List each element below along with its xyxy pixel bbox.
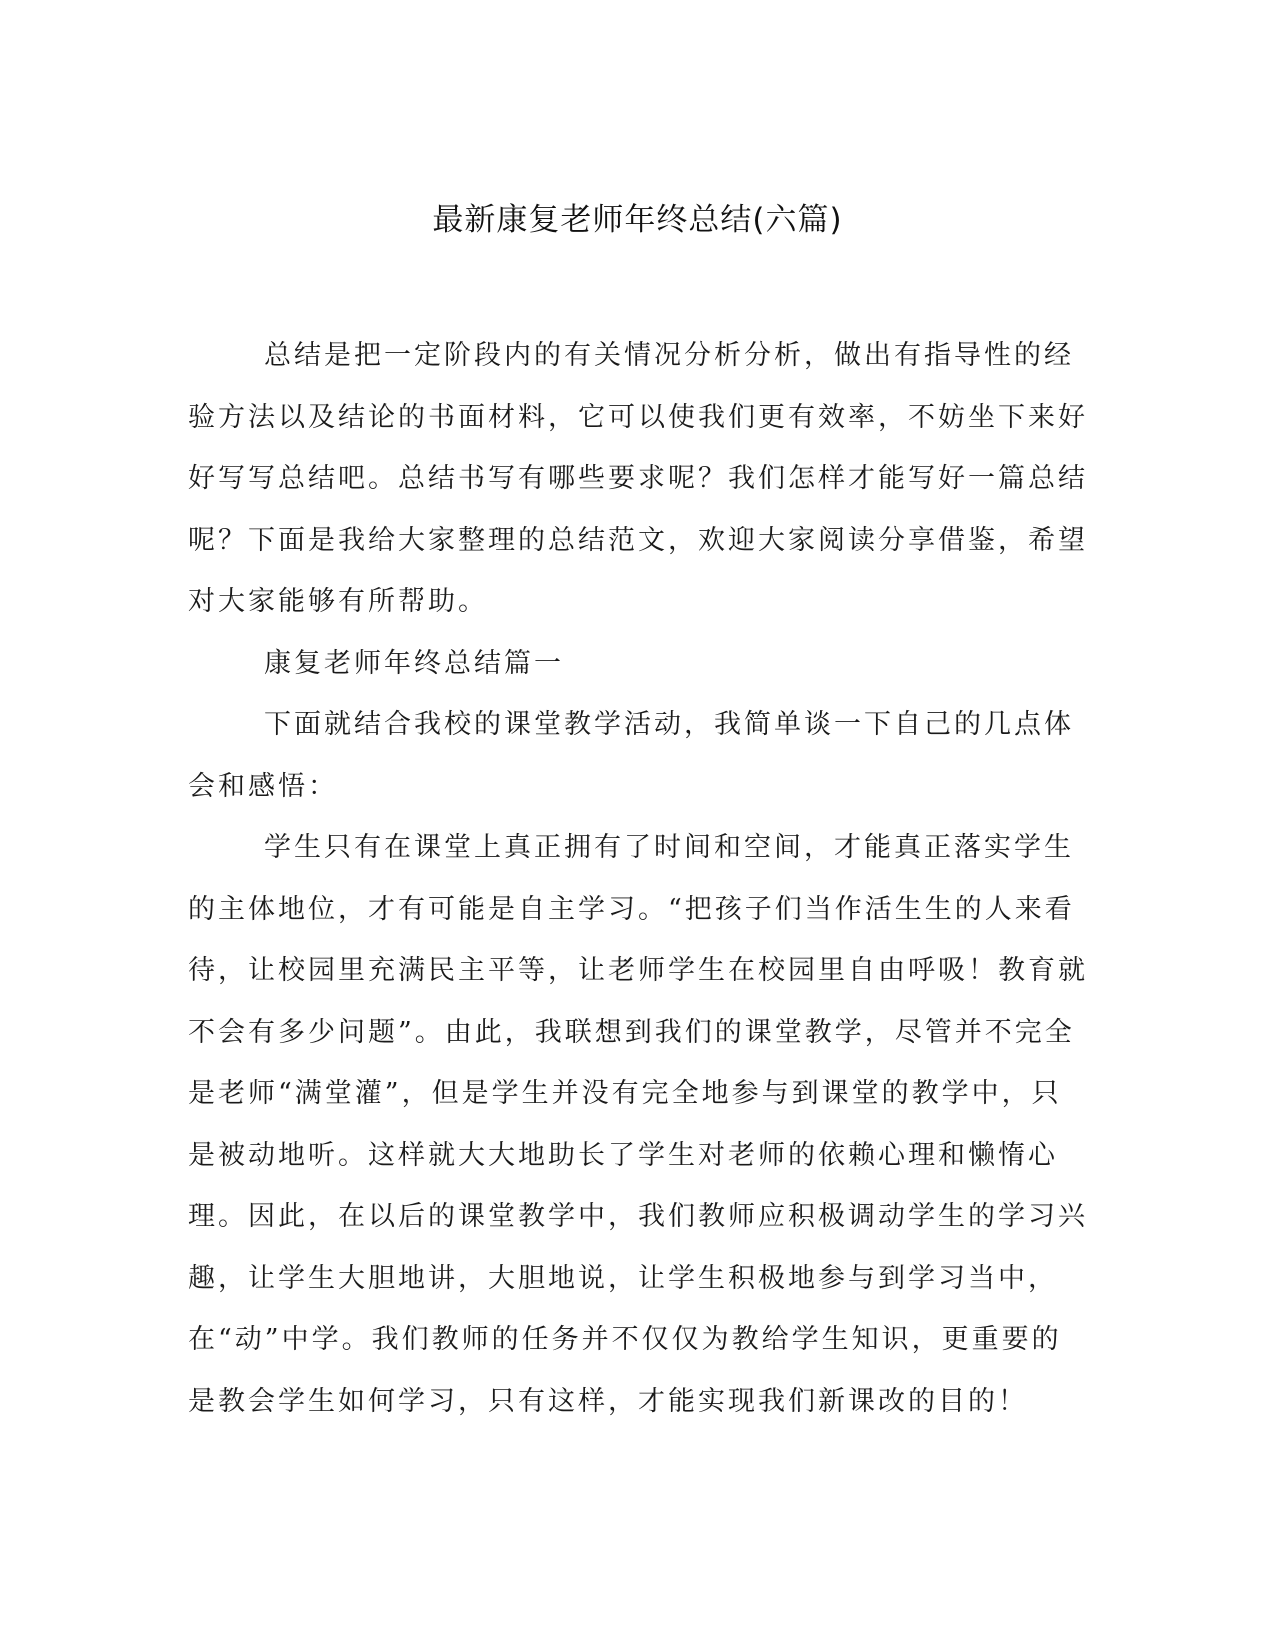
intro-paragraph: 总结是把一定阶段内的有关情况分析分析，做出有指导性的经验方法以及结论的书面材料，它可以使我们更有效率，不妨坐下来好好写写总结吧。总结书写有哪些要求呢？我们怎样才能写好一篇总结呢？下面是我给大家整理的总结范文，欢迎大家阅读分享借鉴，希望对大家能够有所帮助。 <box>188 340 1088 617</box>
document-title: 最新康复老师年终总结(六篇) <box>432 202 843 238</box>
body-paragraph: 下面就结合我校的课堂教学活动，我简单谈一下自己的几点体会和感悟： <box>188 709 1074 802</box>
document-body <box>188 325 1088 1432</box>
body-paragraph: 学生只有在课堂上真正拥有了时间和空间，才能真正落实学生的主体地位，才有可能是自主学习。“把孩子们当作活生生的人来看待，让校园里充满民主平等，让老师学生在校园里自由呼吸！教育就不会有多少问题”。由此，我联想到我们的课堂教学，尽管并不完全是老师“满堂灌”，但是学生并没有完全地参与到课堂的教学中，只是被动地听。这样就大大地助长了学生对老师的依赖心理和懒惰心理。因此，在以后的课堂教学中，我们教师应积极调动学生的学习兴趣，让学生大胆地讲，大胆地说，让学生积极地参与到学习当中，在“动”中学。我们教师的任务并不仅仅为教给学生知识，更重要的是教会学生如何学习，只有这样，才能实现我们新课改的目的！ <box>188 832 1088 1417</box>
section-heading: 康复老师年终总结篇一 <box>264 647 564 679</box>
